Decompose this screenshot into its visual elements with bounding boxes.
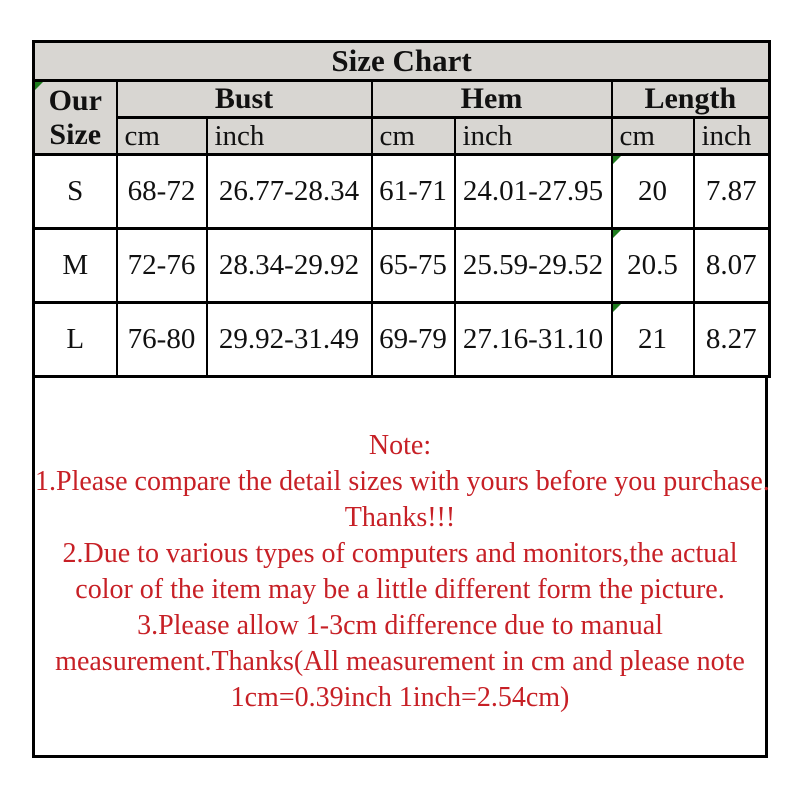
cell-m-length-cm: 20.5 [612,229,694,303]
size-label-m: M [34,229,117,303]
cell-m-hem-inch: 25.59-29.52 [455,229,612,303]
note-line: color of the item may be a little different form the picture. [75,574,725,605]
size-label-s: S [34,155,117,229]
unit-hem-inch: inch [455,118,612,155]
unit-length-cm: cm [612,118,694,155]
header-bust: Bust [117,81,372,118]
note-line: 1cm=0.39inch 1inch=2.54cm) [230,682,570,713]
cell-m-hem-cm: 65-75 [372,229,455,303]
size-label-l: L [34,303,117,377]
header-our-size: Our Size [34,81,117,155]
cell-s-hem-inch: 24.01-27.95 [455,155,612,229]
size-chart-sheet [32,40,768,758]
cell-m-bust-cm: 72-76 [117,229,207,303]
note-title: Note: [368,430,432,461]
cell-s-length-inch: 7.87 [694,155,770,229]
cell-l-bust-inch: 29.92-31.49 [207,303,372,377]
note-line: 1.Please compare the detail sizes with yours before you purchase. [35,466,770,497]
unit-length-inch: inch [694,118,770,155]
size-chart-table [32,40,771,378]
unit-bust-inch: inch [207,118,372,155]
cell-s-length-cm: 20 [612,155,694,229]
cell-l-hem-cm: 69-79 [372,303,455,377]
header-hem: Hem [372,81,612,118]
note-line: 2.Due to various types of computers and monitors,the actual [62,538,738,569]
cell-m-length-inch: 8.07 [694,229,770,303]
cell-s-bust-inch: 26.77-28.34 [207,155,372,229]
unit-hem-cm: cm [372,118,455,155]
note-line: Thanks!!! [344,502,456,533]
cell-m-bust-inch: 28.34-29.92 [207,229,372,303]
cell-l-length-inch: 8.27 [694,303,770,377]
note-section [32,378,768,758]
table-row-m [34,229,770,303]
cell-l-length-cm: 21 [612,303,694,377]
note-line: measurement.Thanks(All measurement in cm and please note [55,646,745,677]
table-row-l [34,303,770,377]
table-row-s [34,155,770,229]
cell-s-bust-cm: 68-72 [117,155,207,229]
cell-s-hem-cm: 61-71 [372,155,455,229]
header-length: Length [612,81,770,118]
table-title: Size Chart [34,42,770,81]
note-line: 3.Please allow 1-3cm difference due to manual [137,610,663,641]
cell-l-bust-cm: 76-80 [117,303,207,377]
cell-l-hem-inch: 27.16-31.10 [455,303,612,377]
unit-bust-cm: cm [117,118,207,155]
